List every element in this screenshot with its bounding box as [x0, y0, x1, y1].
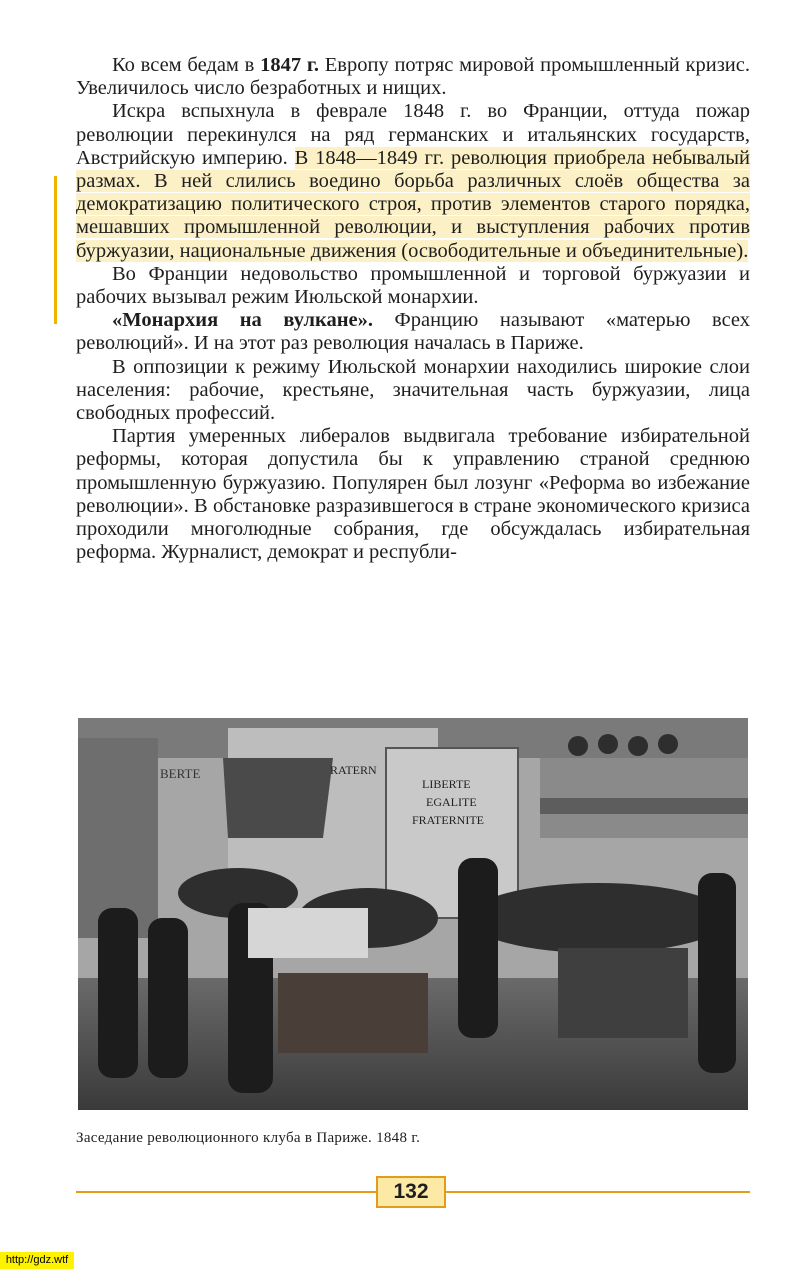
paragraph-1 — [76, 54, 750, 100]
highlight-marker-bar — [54, 176, 57, 324]
wall-text-fraternite: FRATERNITE — [412, 813, 484, 827]
year-1847: 1847 г. — [260, 54, 319, 76]
footer-rule-right — [446, 1191, 750, 1193]
paragraph-4 — [76, 309, 750, 355]
paragraph-2 — [76, 100, 750, 262]
engraving-image — [78, 718, 748, 1110]
highlight-text: В 1848—1849 гг. революция приобрела небывалый размах. В ней слились воедино борьба различных слоёв общества за демократизацию политического строя, против элементов старого порядка, мешавших промышленной революции, и выступления рабочих против буржуазии, национальные движения (освободительные и объединительные). — [76, 146, 750, 262]
body-text — [76, 54, 750, 564]
paragraph-4-text: Францию называют «матерью всех революций». И на этот раз революция началась в Париже. — [76, 309, 751, 355]
page-number: 132 — [376, 1176, 446, 1208]
wall-text-egalite: EGALITE — [426, 795, 477, 809]
watermark-link[interactable]: http://gdz.wtf — [0, 1252, 74, 1269]
paragraph-6: Партия умеренных либералов выдвигала требование избирательной реформы, которая допустила бы к управлению страной среднюю промышленную буржуазию. Популярен был лозунг «Реформа во избежание революции». В обстановке разразившегося в стране экономического кризиса проходили многолюдные собрания, где обсуждалась избирательная реформа. Журналист, демократ и республи- — [76, 425, 750, 564]
banner-mid-text: RATERN — [330, 763, 377, 777]
paragraph-3: Во Франции недовольство промышленной и торговой буржуазии и рабочих вызывал режим Июльской монархии. — [76, 262, 750, 309]
illustration-revolutionary-club — [78, 718, 748, 1110]
footer-rule-left — [76, 1191, 376, 1193]
banner-left-text: BERTE — [160, 766, 201, 781]
paragraph-1-text-a: Ко всем бедам в — [112, 54, 261, 76]
section-heading-monarchy-on-volcano: «Монархия на вулкане». — [112, 309, 373, 332]
paragraph-5: В оппозиции к режиму Июльской монархии находились широкие слои населения: рабочие, крестьяне, значительная часть буржуазии, лица свободных профессий. — [76, 355, 750, 425]
wall-text-liberte: LIBERTE — [422, 777, 471, 791]
figure-caption: Заседание революционного клуба в Париже. 1848 г. — [76, 1130, 421, 1146]
paragraph-2-text: Искра вспыхнула в феврале 1848 г. во Франции, оттуда пожар революции перекинулся на ряд германских и итальянских государств, Австрийскую империю. — [76, 100, 750, 169]
paragraph-1-text-b: Европу потряс мировой промышленный кризис. Увеличилось число безработных и нищих. — [76, 54, 750, 100]
